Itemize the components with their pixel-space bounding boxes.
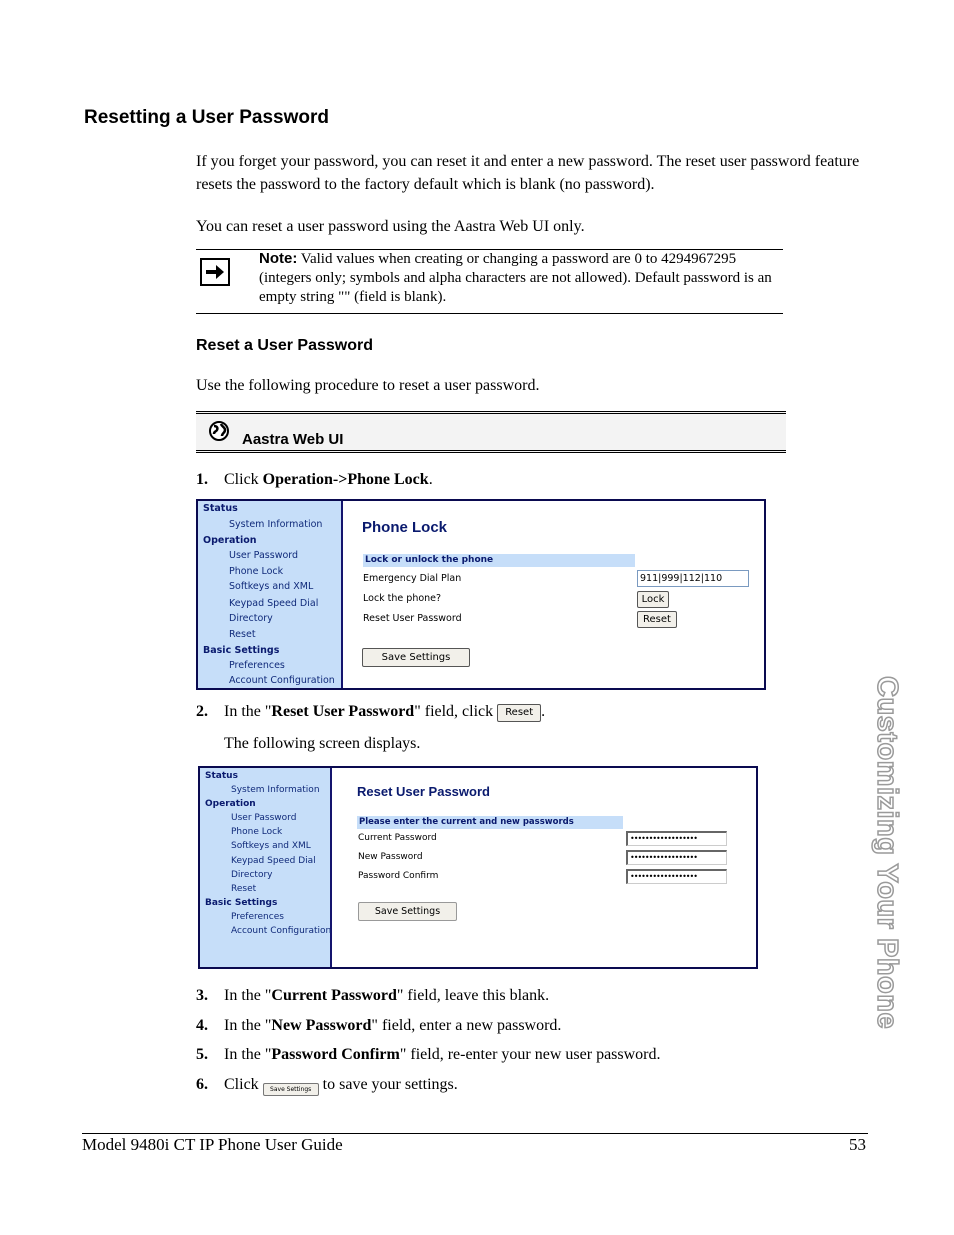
sidebar-softkeys[interactable]: Softkeys and XML — [231, 841, 311, 851]
step-text: " field, click — [414, 703, 494, 720]
sidebar-directory[interactable]: Directory — [231, 870, 273, 880]
sidebar-system-information[interactable]: System Information — [229, 519, 323, 530]
step-number: 5. — [196, 1046, 208, 1063]
step-bold: Operation->Phone Lock — [262, 471, 429, 488]
step-text: . — [428, 471, 433, 488]
step-text: " field, leave this blank. — [396, 987, 550, 1004]
sidebar-nav — [198, 501, 343, 688]
lock-button[interactable]: Lock — [637, 591, 669, 608]
sidebar-reset[interactable]: Reset — [231, 884, 257, 894]
webui-banner — [196, 411, 786, 453]
current-password-input[interactable]: •••••••••••••••••• — [626, 831, 727, 846]
new-password-input[interactable]: •••••••••••••••••• — [626, 850, 727, 865]
sidebar-basic-settings[interactable]: Basic Settings — [205, 898, 278, 908]
sidebar-status[interactable]: Status — [203, 503, 238, 514]
sidebar-nav — [200, 768, 332, 967]
note-label: Note: — [259, 250, 298, 267]
step-6 — [196, 1076, 796, 1098]
reset-user-password-screenshot — [198, 766, 758, 969]
step-4 — [196, 1017, 796, 1039]
sidebar-operation[interactable]: Operation — [203, 535, 257, 546]
lock-phone-label: Lock the phone? — [363, 593, 442, 604]
section-band: Please enter the current and new passwords — [357, 816, 623, 829]
step-text: In the " — [224, 703, 272, 720]
step-bold: Password Confirm — [271, 1046, 400, 1063]
emergency-dial-plan-input[interactable]: 911|999|112|110 — [637, 570, 749, 587]
sidebar-operation[interactable]: Operation — [205, 799, 256, 809]
step-3 — [196, 987, 796, 1009]
sidebar-system-information[interactable]: System Information — [231, 785, 320, 795]
step-text: In the " — [224, 1017, 272, 1034]
password-confirm-input[interactable]: •••••••••••••••••• — [626, 869, 727, 884]
sidebar-preferences[interactable]: Preferences — [229, 660, 285, 671]
intro-paragraph: If you forget your password, you can reset it and enter a new password. The reset user password feature resets the password to the factory default which is blank (no password). — [196, 153, 860, 193]
step-text: In the " — [224, 1046, 272, 1063]
save-settings-button[interactable]: Save Settings — [358, 902, 457, 921]
step-number: 2. — [196, 703, 208, 720]
footer-rule — [82, 1133, 868, 1134]
step-number: 4. — [196, 1017, 208, 1034]
step-5 — [196, 1046, 796, 1068]
step-text: " field, re-enter your new user password. — [399, 1046, 661, 1063]
screen-title: Phone Lock — [362, 519, 448, 536]
step-number: 3. — [196, 987, 208, 1004]
sidebar-user-password[interactable]: User Password — [229, 550, 299, 561]
step-2 — [196, 703, 796, 725]
step-text: . — [541, 703, 546, 720]
note-text — [259, 249, 781, 307]
step-number: 6. — [196, 1076, 208, 1093]
sidebar-preferences[interactable]: Preferences — [231, 912, 284, 922]
sidebar-user-password[interactable]: User Password — [231, 813, 297, 823]
step-bold: Current Password — [271, 987, 397, 1004]
step-number: 1. — [196, 471, 208, 488]
sidebar-directory[interactable]: Directory — [229, 613, 273, 624]
intro-paragraph-2: You can reset a user password using the Aastra Web UI only. — [196, 218, 585, 235]
webui-label: Aastra Web UI — [242, 431, 344, 448]
phone-lock-screenshot — [196, 499, 766, 690]
inline-reset-button: Reset — [497, 704, 541, 722]
current-password-label: Current Password — [358, 833, 437, 843]
sidebar-account-configuration[interactable]: Account Configuration — [229, 675, 335, 686]
sidebar-softkeys[interactable]: Softkeys and XML — [229, 581, 314, 592]
step-text: Click — [224, 1076, 263, 1093]
sidebar-account-configuration[interactable]: Account Configuration — [231, 926, 332, 936]
step-text: " field, enter a new password. — [371, 1017, 562, 1034]
side-tab-chapter: Customizing Your Phone — [871, 676, 903, 1030]
save-settings-button[interactable]: Save Settings — [362, 648, 470, 667]
step-text: In the " — [224, 987, 272, 1004]
globe-icon — [208, 420, 230, 447]
sidebar-basic-settings[interactable]: Basic Settings — [203, 645, 280, 656]
step-text: to save your settings. — [318, 1076, 458, 1093]
procedure-intro: Use the following procedure to reset a user password. — [196, 377, 540, 394]
sidebar-keypad-speed-dial[interactable]: Keypad Speed Dial — [231, 856, 316, 866]
footer-title: Model 9480i CT IP Phone User Guide — [82, 1135, 343, 1154]
sidebar-status[interactable]: Status — [205, 771, 238, 781]
sidebar-phone-lock[interactable]: Phone Lock — [229, 566, 284, 577]
section-band: Lock or unlock the phone — [363, 554, 635, 567]
reset-user-password-label: Reset User Password — [363, 613, 462, 624]
section-title: Resetting a User Password — [84, 107, 329, 128]
arrow-right-icon — [200, 258, 230, 286]
step-2-followup: The following screen displays. — [224, 735, 421, 752]
note-bottom-rule — [196, 313, 783, 314]
emergency-dial-plan-label: Emergency Dial Plan — [363, 573, 462, 584]
reset-button[interactable]: Reset — [637, 611, 677, 628]
step-bold: Reset User Password — [271, 703, 415, 720]
page-number: 53 — [849, 1135, 866, 1154]
step-bold: New Password — [271, 1017, 372, 1034]
sidebar-keypad-speed-dial[interactable]: Keypad Speed Dial — [229, 598, 319, 609]
screen-title: Reset User Password — [357, 784, 490, 799]
note-body: Valid values when creating or changing a password are 0 to 4294967295 (integers only; symbols and alpha characters are not allowed). Default password is an empty string "" (field is blank). — [259, 251, 772, 305]
password-confirm-label: Password Confirm — [358, 871, 439, 881]
step-1 — [196, 471, 796, 493]
inline-save-settings-button: Save Settings — [263, 1083, 319, 1096]
subsection-title: Reset a User Password — [196, 337, 373, 354]
new-password-label: New Password — [358, 852, 423, 862]
sidebar-reset[interactable]: Reset — [229, 629, 256, 640]
step-text: Click — [224, 471, 263, 488]
sidebar-phone-lock[interactable]: Phone Lock — [231, 827, 283, 837]
